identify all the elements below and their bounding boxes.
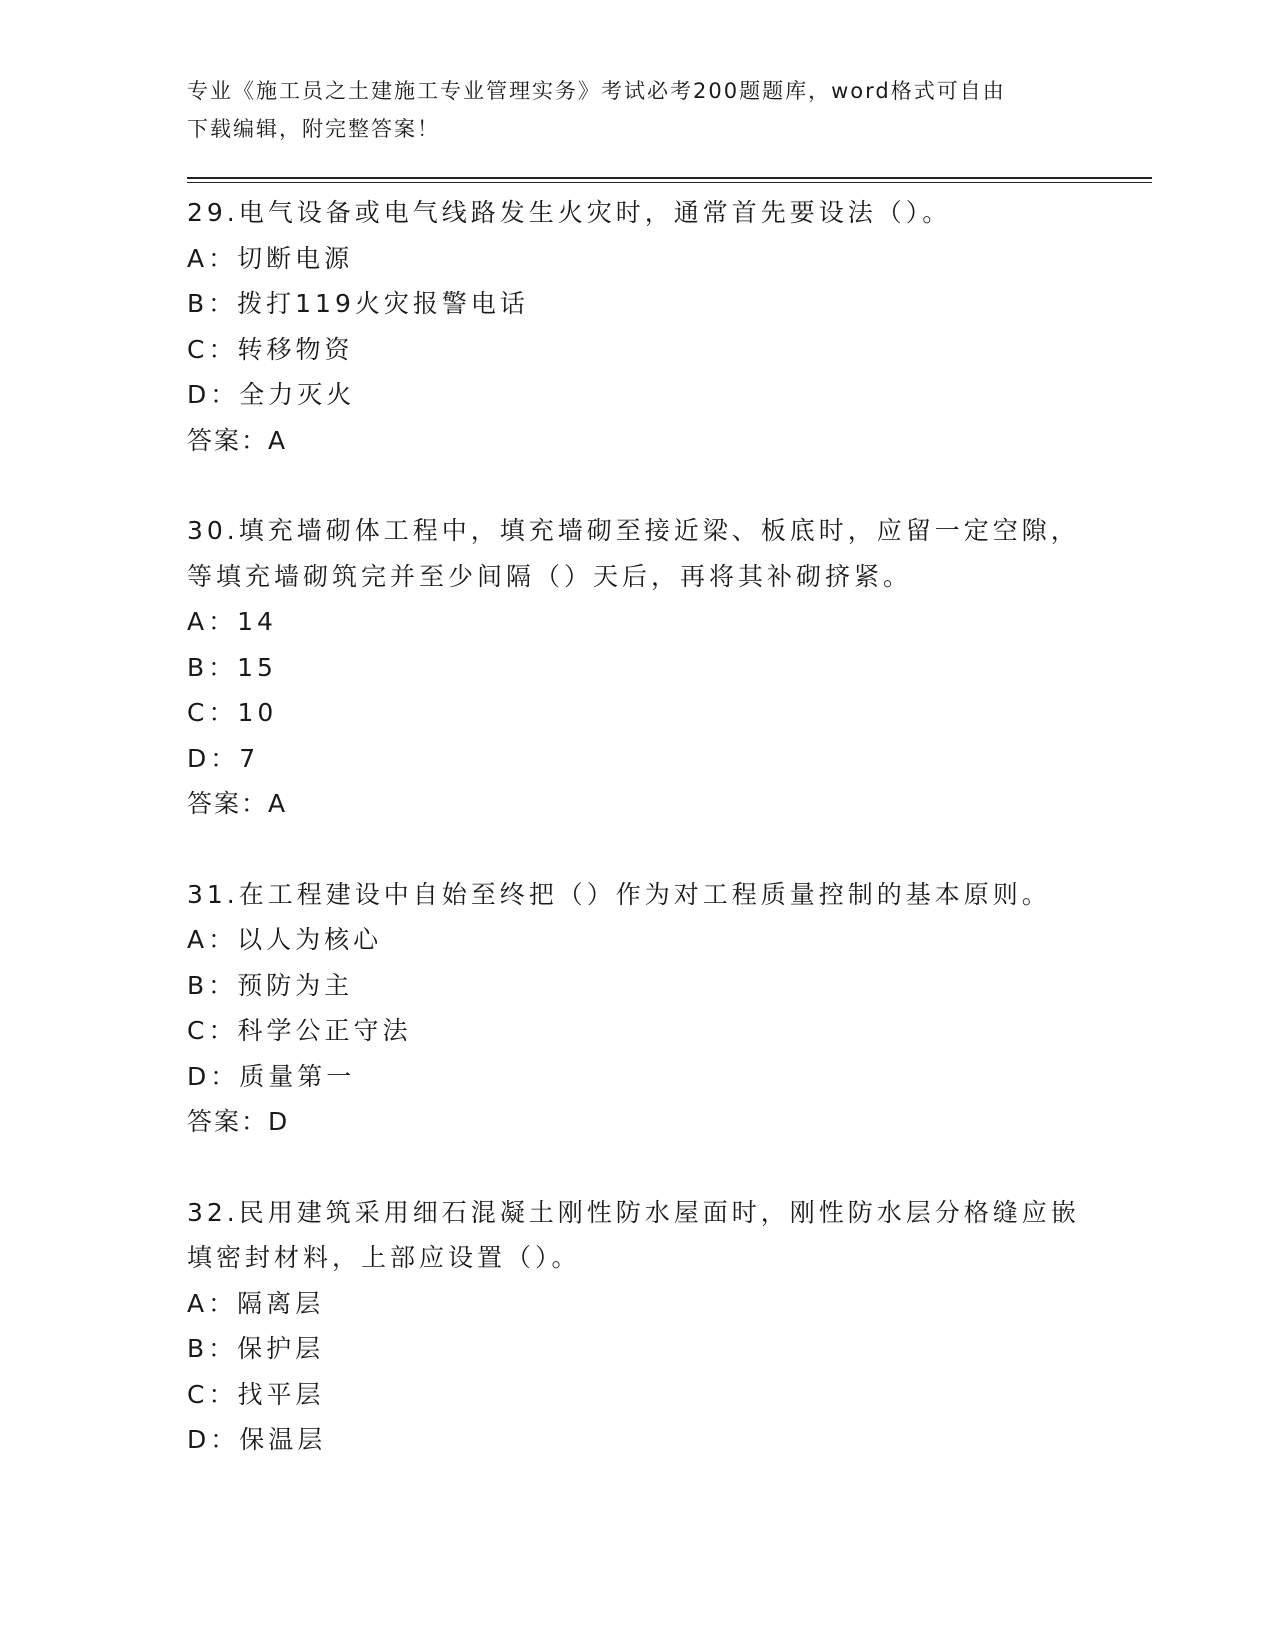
option-b: B：拨打119火灾报警电话: [187, 289, 529, 318]
answer-line: [187, 781, 1087, 827]
stem-line: 31.在工程建设中自始至终把（）作为对工程质量控制的基本原则。: [187, 879, 1051, 909]
header-divider-thick: [187, 177, 1152, 179]
option-c: C：10: [187, 698, 278, 727]
option-d: D：全力灭火: [187, 380, 356, 409]
answer-line: [187, 418, 1087, 464]
stem-line: 30.填充墙砌体工程中，填充墙砌至接近梁、板底时，应留一定空隙，: [187, 516, 1080, 545]
question-stem: [187, 190, 1087, 236]
question-30: [187, 508, 1087, 827]
stem-line: 29.电气设备或电气线路发生火灾时，通常首先要设法（）。: [187, 198, 952, 227]
option-d: D：质量第一: [187, 1061, 356, 1091]
answer-value: A: [268, 425, 288, 455]
header-line-1: 专业《施工员之土建施工专业管理实务》考试必考200题题库，word格式可自由: [187, 79, 1006, 103]
question-32: [187, 1190, 1087, 1463]
answer-label: 答案：: [187, 789, 269, 818]
option-b: B：预防为主: [187, 970, 354, 1000]
question-stem: [187, 1190, 1087, 1281]
header-divider-thin: [187, 182, 1152, 183]
question-31: [187, 872, 1087, 1145]
option-a: A：14: [187, 607, 277, 636]
question-list: [187, 190, 1087, 1508]
question-29: [187, 190, 1087, 463]
header-line-2: 下载编辑，附完整答案！: [187, 117, 440, 141]
option-a: A：以人为核心: [187, 925, 383, 954]
option-d: D：保温层: [187, 1425, 327, 1454]
option-b: B：保护层: [187, 1334, 325, 1363]
answer-value: D: [268, 1107, 290, 1136]
option-c: C：科学公正守法: [187, 1016, 412, 1045]
answer-label: 答案：: [187, 1107, 269, 1136]
question-stem: [187, 508, 1087, 599]
option-a: A：切断电源: [187, 243, 354, 273]
stem-line: 填密封材料，上部应设置（）。: [187, 1243, 581, 1272]
option-a: A：隔离层: [187, 1288, 325, 1318]
option-d: D：7: [187, 743, 260, 773]
answer-value: A: [268, 789, 288, 818]
option-b: B：15: [187, 652, 277, 682]
stem-line: 32.民用建筑采用细石混凝土刚性防水屋面时，刚性防水层分格缝应嵌: [187, 1197, 1080, 1227]
option-c: C：转移物资: [187, 334, 354, 364]
stem-line: 等填充墙砌筑完并至少间隔（）天后，再将其补砌挤紧。: [187, 561, 913, 591]
option-c: C：找平层: [187, 1379, 325, 1409]
answer-line: [187, 1099, 1087, 1145]
question-stem: [187, 872, 1087, 918]
answer-label: 答案：: [187, 425, 269, 455]
document-header: [187, 72, 1067, 148]
